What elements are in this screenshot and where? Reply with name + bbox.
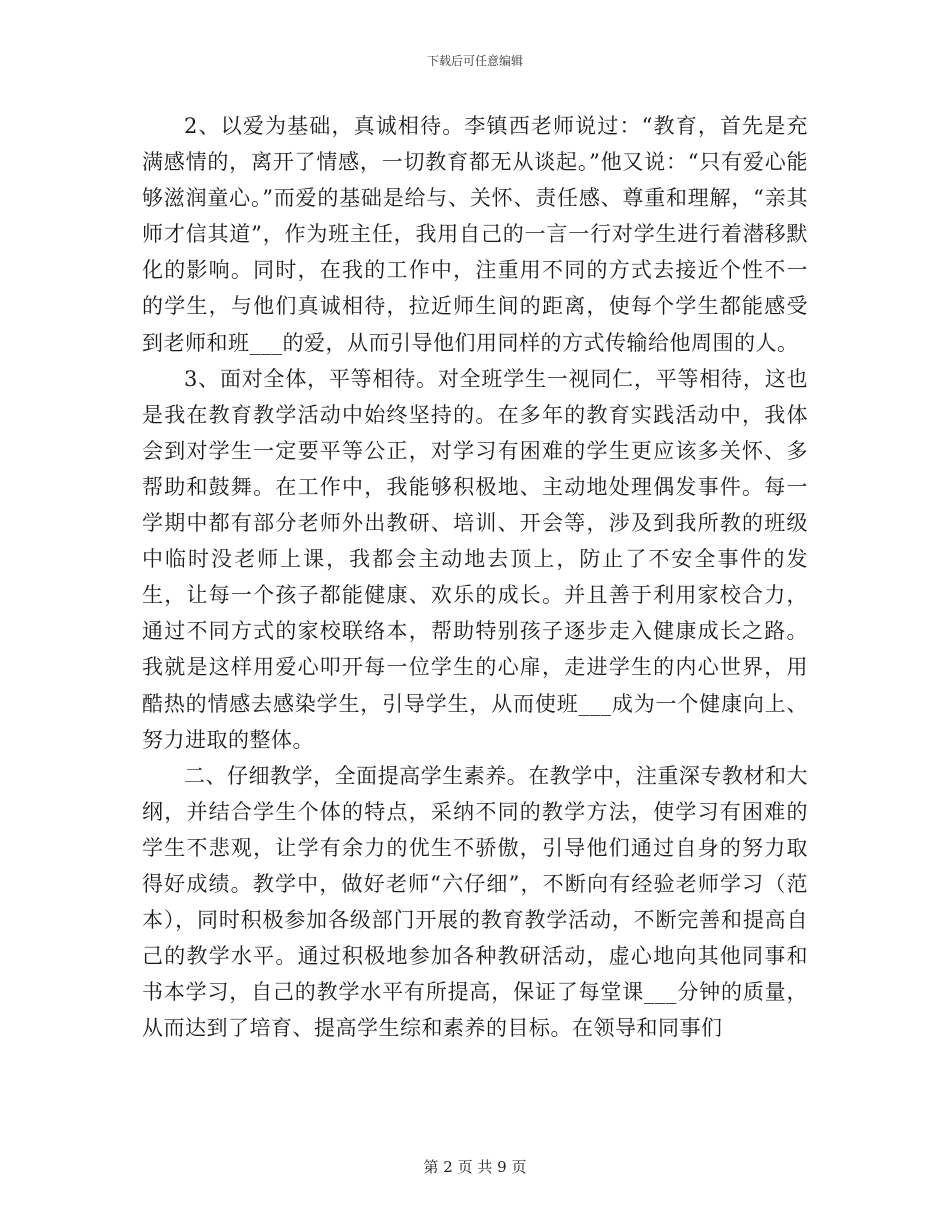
paragraph-3: 二、仔细教学，全面提高学生素养。在教学中，注重深专教材和大纲，并结合学生个体的特点，采纳不同的教学方法，使学习有困难的学生不悲观，让学有余力的优生不骄傲，引导他们通过自身的努力取得好成绩。教学中，做好老师“六仔细”，不断向有经验老师学习（范本），同时积极参加各级部门开展的教育教学活动，不断完善和提高自己的教学水平。通过积极地参加各种教研活动，虚心地向其他同事和书本学习，自己的教学水平有所提高，保证了每堂课___分钟的质量，从而达到了培育、提高学生综和素养的目标。在领导和同事们 <box>142 763 808 1041</box>
paragraph-2: 3、面对全体，平等相待。对全班学生一视同仁，平等相待，这也是我在教育教学活动中始终坚持的。在多年的教育实践活动中，我体会到对学生一定要平等公正，对学习有困难的学生更应该多关怀、多帮助和鼓舞。在工作中，我能够积极地、主动地处理偶发事件。每一学期中都有部分老师外出教研、培训、开会等，涉及到我所教的班级中临时没老师上课，我都会主动地去顶上，防止了不安全事件的发生，让每一个孩子都能健康、欢乐的成长。并且善于利用家校合力，通过不同方式的家校联络本，帮助特别孩子逐步走入健康成长之路。我就是这样用爱心叩开每一位学生的心扉，走进学生的内心世界，用酷热的情感去感染学生，引导学生，从而使班___成为一个健康向上、努力进取的整体。 <box>142 366 808 752</box>
page-header: 下载后可任意编辑 <box>426 54 523 68</box>
page-number-footer: 第 2 页 共 9 页 <box>423 1158 527 1176</box>
paragraph-1: 2、以爱为基础，真诚相待。李镇西老师说过：“教育，首先是充满感情的，离开了情感，一切教育都无从谈起。”他又说：“只有爱心能够滋润童心。”而爱的基础是给与、关怀、责任感、尊重和理解，“亲其师才信其道”，作为班主任，我用自己的一言一行对学生进行着潜移默化的影响。同时，在我的工作中，注重用不同的方式去接近个性不一的学生，与他们真诚相待，拉近师生间的距离，使每个学生都能感受到老师和班___的爱，从而引导他们用同样的方式传输给他周围的人。 <box>142 114 808 355</box>
document-body <box>142 108 808 1046</box>
